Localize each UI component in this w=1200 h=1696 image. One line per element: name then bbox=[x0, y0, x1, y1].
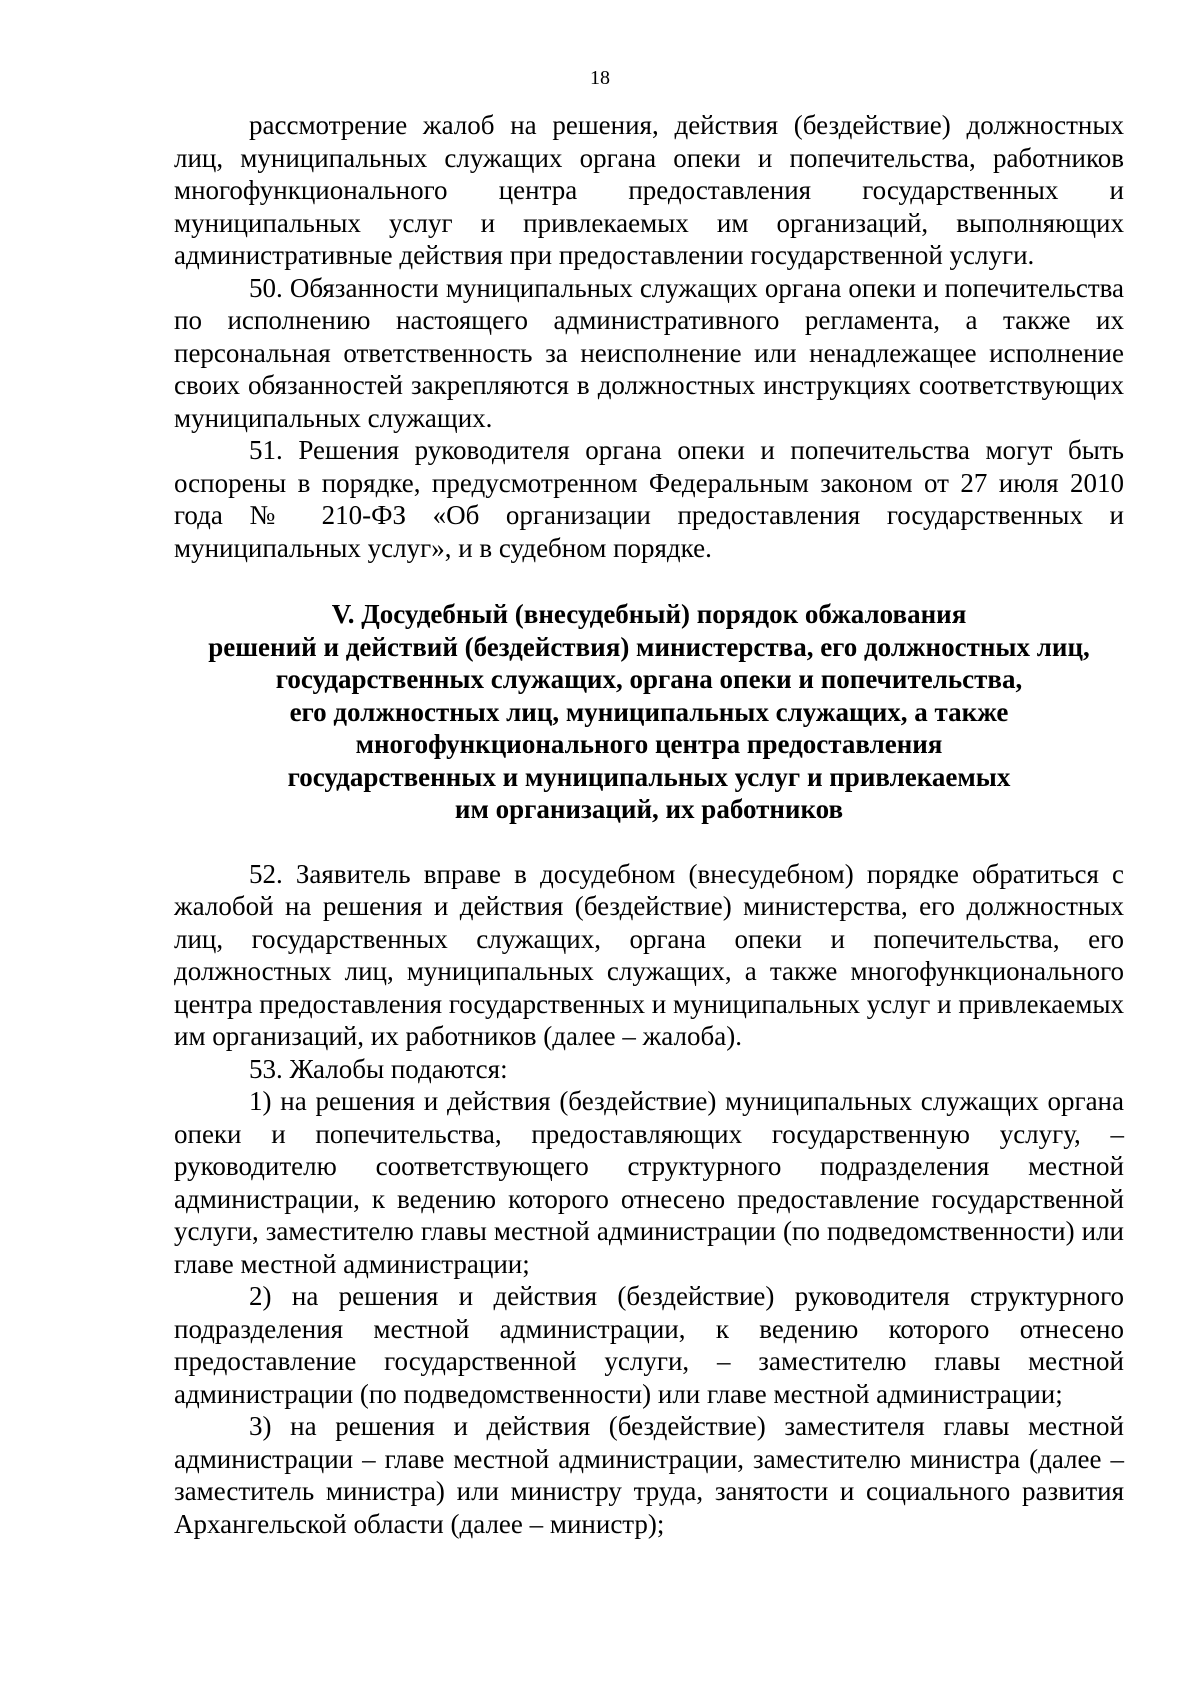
paragraph-53-item-3: 3) на решения и действия (бездействие) заместителя главы местной администрации – главе местной администрации, заместителю министра (далее – заместитель министра) или министру труда, занятости и социального развития Архангельской области (далее – министр); bbox=[174, 1411, 1124, 1539]
paragraph-continuation: рассмотрение жалоб на решения, действия (бездействие) должностных лиц, муниципальных служащих органа опеки и попечительства, работников многофункционального центра предоставления государственных и муниципальных услуг и привлекаемых им организаций, выполняющих административные действия при предоставлении государственной услуги. bbox=[174, 110, 1124, 270]
section-heading-line: его должностных лиц, муниципальных служащих, а также bbox=[289, 696, 1009, 727]
section-heading-line: государственных служащих, органа опеки и попечительства, bbox=[275, 664, 1023, 694]
section-heading-line: V. Досудебный (внесудебный) порядок обжалования bbox=[331, 599, 967, 629]
paragraph-50: 50. Обязанности муниципальных служащих органа опеки и попечительства по исполнению настоящего административного регламента, а также их персональная ответственность за неисполнение или ненадлежащее исполнение своих обязанностей закрепляются в должностных инструкциях соответствующих муниципальных служащих. bbox=[174, 272, 1124, 433]
section-heading-line: решений и действий (бездействия) министерства, его должностных лиц, bbox=[208, 631, 1090, 662]
paragraph-53: 53. Жалобы подаются: bbox=[249, 1053, 508, 1084]
paragraph-53-item-2: 2) на решения и действия (бездействие) руководителя структурного подразделения местной администрации, к ведению которого отнесено предоставление государственной услуги, – заместителю главы местной администрации (по подведомственности) или главе местной администрации; bbox=[174, 1281, 1124, 1409]
section-heading bbox=[174, 598, 1124, 826]
paragraph-53-item-1: 1) на решения и действия (бездействие) муниципальных служащих органа опеки и попечительства, предоставляющих государственную услугу, – руководителю соответствующего структурного подразделения местной администрации, к ведению которого отнесено предоставление государственной услуги, заместителю главы местной администрации (по подведомственности) или главе местной администрации; bbox=[174, 1086, 1124, 1279]
section-heading-line: им организаций, их работников bbox=[454, 794, 844, 824]
paragraph-52: 52. Заявитель вправе в досудебном (внесудебном) порядке обратиться с жалобой на решения и действия (бездействие) министерства, его должностных лиц, государственных служащих, органа опеки и попечительства, его должностных лиц, муниципальных служащих, а также многофункционального центра предоставления государственных и муниципальных услуг и привлекаемых им организаций, их работников (далее – жалоба). bbox=[174, 858, 1124, 1051]
document-body bbox=[174, 109, 1124, 1540]
paragraph-51: 51. Решения руководителя органа опеки и попечительства могут быть оспорены в порядке, предусмотренном Федеральным законом от 27 июля 2010 года № 210-ФЗ «Об организации предоставления государственных и муниципальных услуг», и в судебном порядке. bbox=[174, 435, 1124, 563]
page-number: 18 bbox=[590, 67, 610, 89]
section-heading-line: многофункционального центра предоставления bbox=[355, 729, 943, 759]
section-heading-line: государственных и муниципальных услуг и привлекаемых bbox=[287, 761, 1011, 792]
